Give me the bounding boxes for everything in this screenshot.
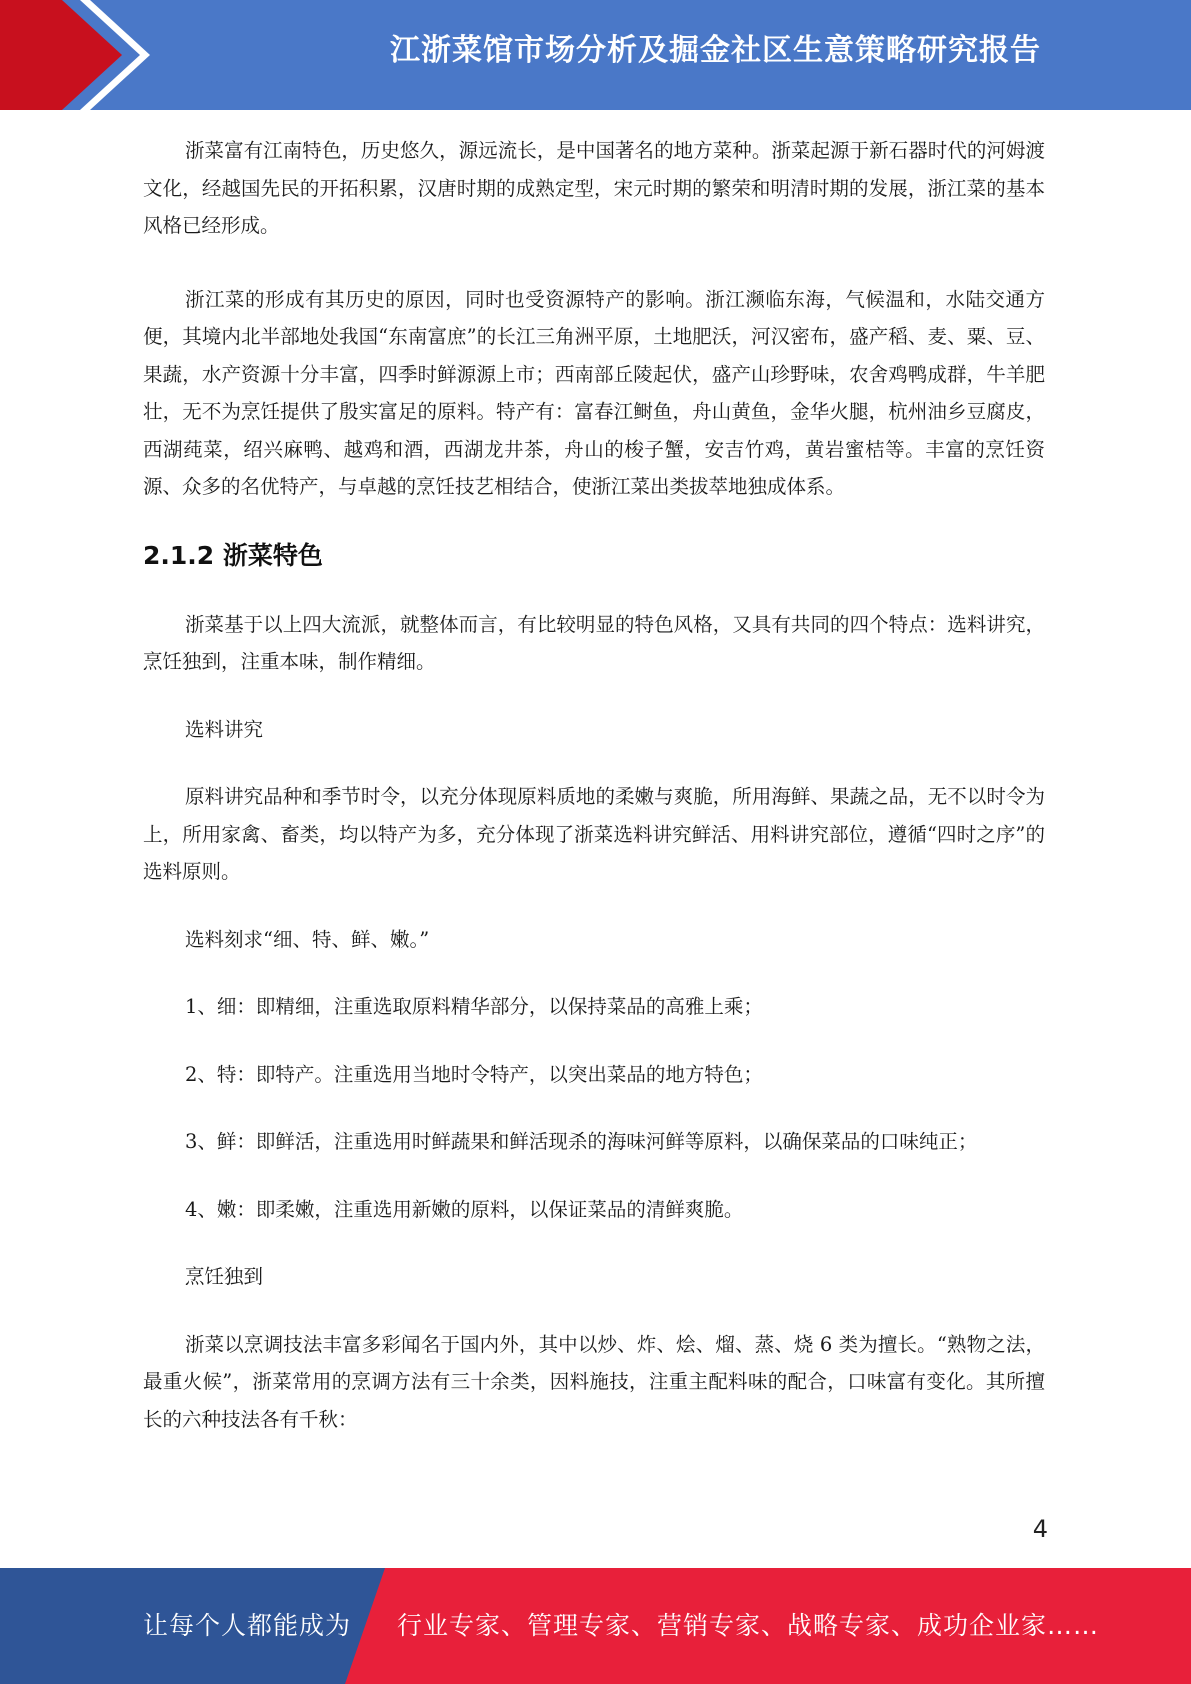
section-heading: 2.1.2 浙菜特色 [143,540,323,570]
list-item: 1、细：即精细，注重选取原料精华部分，以保持菜品的高雅上乘； [185,995,763,1018]
subheading-paragraph: 烹饪独到 [185,1265,264,1288]
document-body [143,132,1045,1438]
subheading-paragraph: 选料讲究 [185,717,264,741]
list-item: 2、特：即特产。注重选用当地时令特产，以突出菜品的地方特色； [185,1062,763,1086]
paragraph: 浙菜基于以上四大流派，就整体而言，有比较明显的特色风格，又具有共同的四个特点：选料讲究，烹饪独到，注重本味，制作精细。 [143,612,1045,673]
paragraph: 浙菜以烹调技法丰富多彩闻名于国内外，其中以炒、炸、烩、熘、蒸、烧 6 类为擅长。“熟物之法，最重火候”，浙菜常用的烹调方法有三十余类，因料施技，注重主配料味的配合，口味富有变化。其所擅长的六种技法各有千秋： [143,1332,1045,1431]
list-item: 4、嫩：即柔嫩，注重选用新嫩的原料，以保证菜品的清鲜爽脆。 [185,1197,744,1221]
list-item: 3、鲜：即鲜活，注重选用时鲜蔬果和鲜活现杀的海味河鲜等原料，以确保菜品的口味纯正； [185,1130,978,1153]
paragraph: 浙江菜的形成有其历史的原因，同时也受资源特产的影响。浙江濒临东海，气候温和，水陆交通方便，其境内北半部地处我国“东南富庶”的长江三角洲平原，土地肥沃，河汉密布，盛产稻、麦、粟、豆、果蔬，水产资源十分丰富，四季时鲜源源上市；西南部丘陵起伏，盛产山珍野味，农舍鸡鸭成群，牛羊肥壮，无不为烹饪提供了殷实富足的原料。特产有：富春江鲥鱼，舟山黄鱼，金华火腿，杭州油乡豆腐皮，西湖莼菜，绍兴麻鸭、越鸡和酒，西湖龙井茶，舟山的梭子蟹，安吉竹鸡，黄岩蜜桔等。丰富的烹饪资源、众多的名优特产，与卓越的烹饪技艺相结合，使浙江菜出类拔萃地独成体系。 [143,287,1045,498]
paragraph: 浙菜富有江南特色，历史悠久，源远流长，是中国著名的地方菜种。浙菜起源于新石器时代的河姆渡文化，经越国先民的开拓积累，汉唐时期的成熟定型，宋元时期的繁荣和明清时期的发展，浙江菜的基本风格已经形成。 [143,139,1045,237]
footer-slogan-left: 让每个人都能成为 [143,1611,352,1640]
footer-slogan-right: 行业专家、管理专家、营销专家、战略专家、成功企业家…… [397,1611,1100,1640]
page-number: 4 [1032,1515,1048,1543]
paragraph: 选料刻求“细、特、鲜、嫩。” [185,927,430,951]
header-title: 江浙菜馆市场分析及掘金社区生意策略研究报告 [390,33,1041,68]
paragraph: 原料讲究品种和季节时令，以充分体现原料质地的柔嫩与爽脆，所用海鲜、果蔬之品，无不以时令为上，所用家禽、畜类，均以特产为多，充分体现了浙菜选料讲究鲜活、用料讲究部位，遵循“四时之序”的选料原则。 [143,785,1045,883]
page-footer [0,1568,1191,1684]
page-header [0,0,1191,110]
